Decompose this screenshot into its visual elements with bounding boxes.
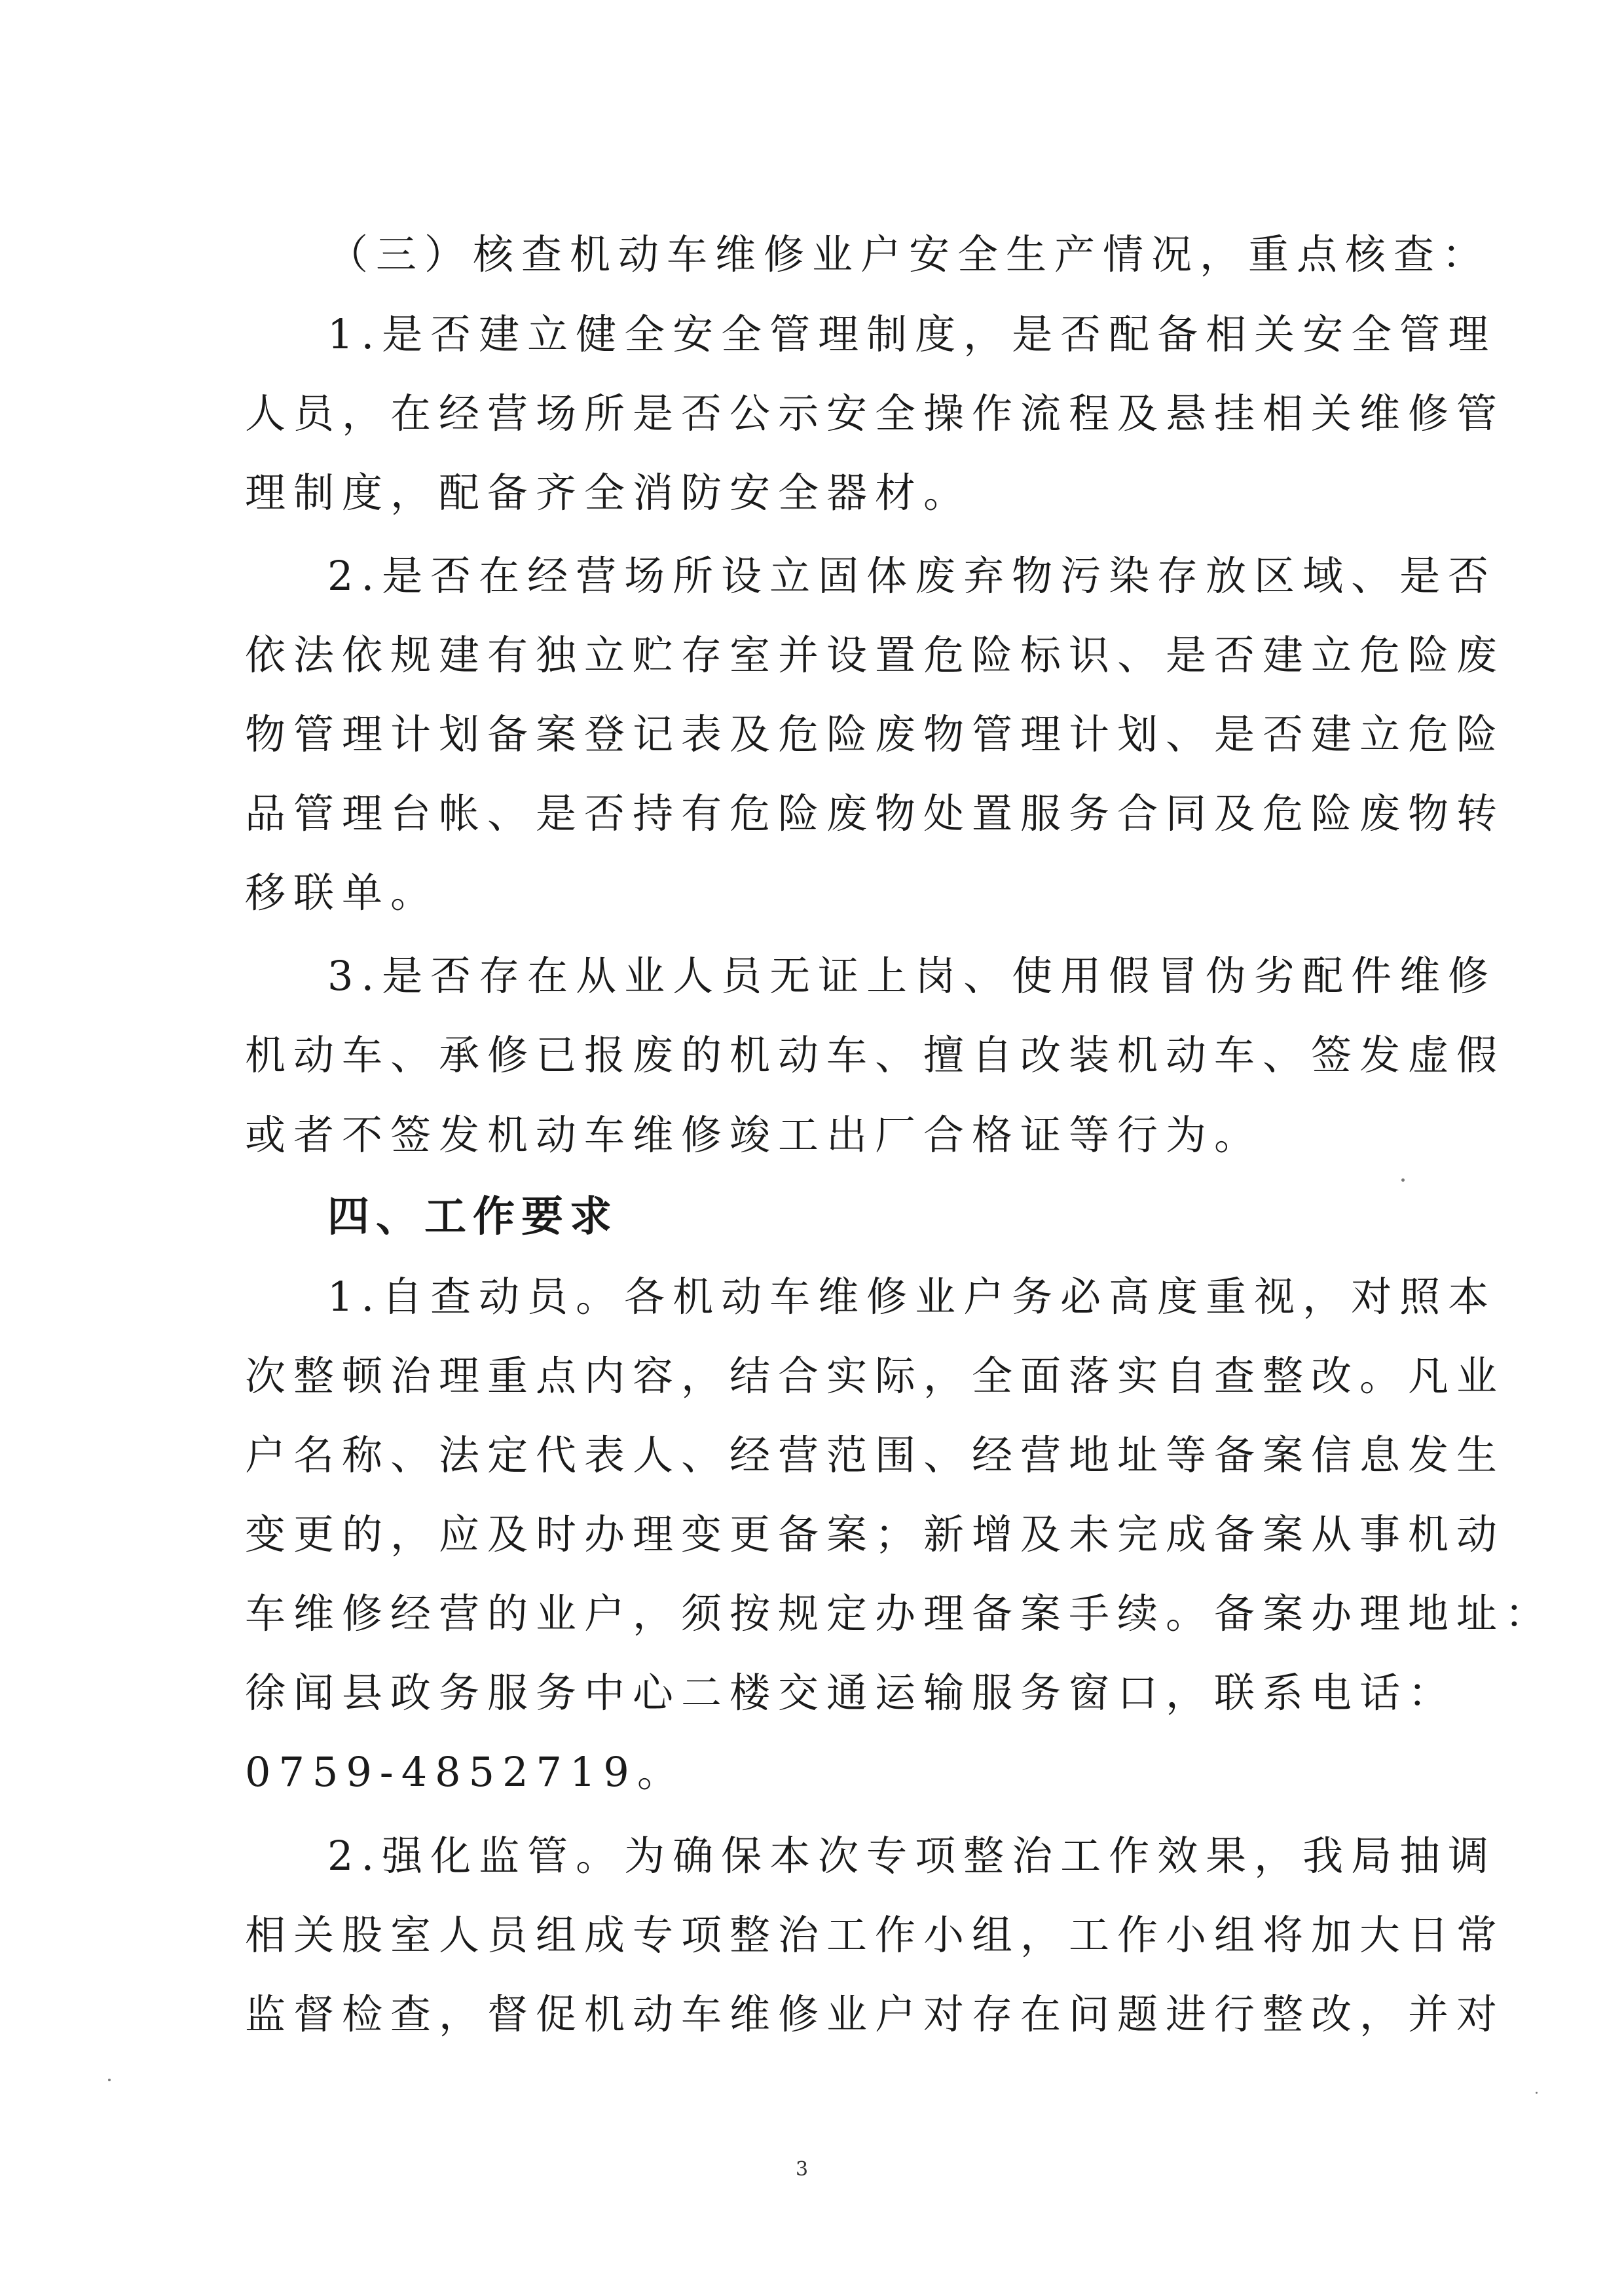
text-line: 物管理计划备案登记表及危险废物管理计划、是否建立危险 xyxy=(245,710,1505,758)
text-line: 监督检查，督促机动车维修业户对存在问题进行整改，并对 xyxy=(245,1990,1505,2038)
text-line: 1.是否建立健全安全管理制度，是否配备相关安全管理 xyxy=(327,310,1497,358)
text-line: 徐闻县政务服务中心二楼交通运输服务窗口，联系电话： xyxy=(245,1669,1457,1717)
text-line: 依法依规建有独立贮存室并设置危险标识、是否建立危险废 xyxy=(245,631,1505,679)
scan-speck xyxy=(108,2079,111,2081)
text-line: 机动车、承修已报废的机动车、擅自改装机动车、签发虚假 xyxy=(245,1031,1505,1079)
text-line: 车维修经营的业户，须按规定办理备案手续。备案办理地址： xyxy=(245,1590,1554,1637)
text-line: 次整顿治理重点内容，结合实际，全面落实自查整改。凡业 xyxy=(245,1352,1505,1400)
text-line: 1.自查动员。各机动车维修业户务必高度重视，对照本 xyxy=(327,1273,1497,1321)
text-line: 变更的，应及时办理变更备案；新增及未完成备案从事机动 xyxy=(245,1510,1505,1558)
text-line: 2.是否在经营场所设立固体废弃物污染存放区域、是否 xyxy=(327,552,1497,600)
text-line: 理制度，配备齐全消防安全器材。 xyxy=(245,469,972,517)
scan-speck xyxy=(1401,1178,1405,1182)
text-line: 相关股室人员组成专项整治工作小组，工作小组将加大日常 xyxy=(245,1911,1505,1959)
text-line: 或者不签发机动车维修竣工出厂合格证等行为。 xyxy=(245,1111,1263,1159)
text-line: 人员，在经营场所是否公示安全操作流程及悬挂相关维修管 xyxy=(245,390,1505,437)
text-line-section-3-heading: （三）核查机动车维修业户安全生产情况，重点核查： xyxy=(327,230,1491,278)
page-number: 3 xyxy=(796,2158,809,2181)
text-line-phone: 0759-4852719。 xyxy=(245,1748,686,1796)
section-heading: 四、工作要求 xyxy=(327,1193,618,1241)
text-line: 户名称、法定代表人、经营范围、经营地址等备案信息发生 xyxy=(245,1431,1505,1479)
scan-speck xyxy=(1536,2092,1538,2094)
text-line: 品管理台帐、是否持有危险废物处置服务合同及危险废物转 xyxy=(245,790,1505,837)
text-line: 2.强化监管。为确保本次专项整治工作效果，我局抽调 xyxy=(327,1832,1497,1880)
text-line: 移联单。 xyxy=(245,869,439,917)
text-line: 3.是否存在从业人员无证上岗、使用假冒伪劣配件维修 xyxy=(327,952,1497,1000)
